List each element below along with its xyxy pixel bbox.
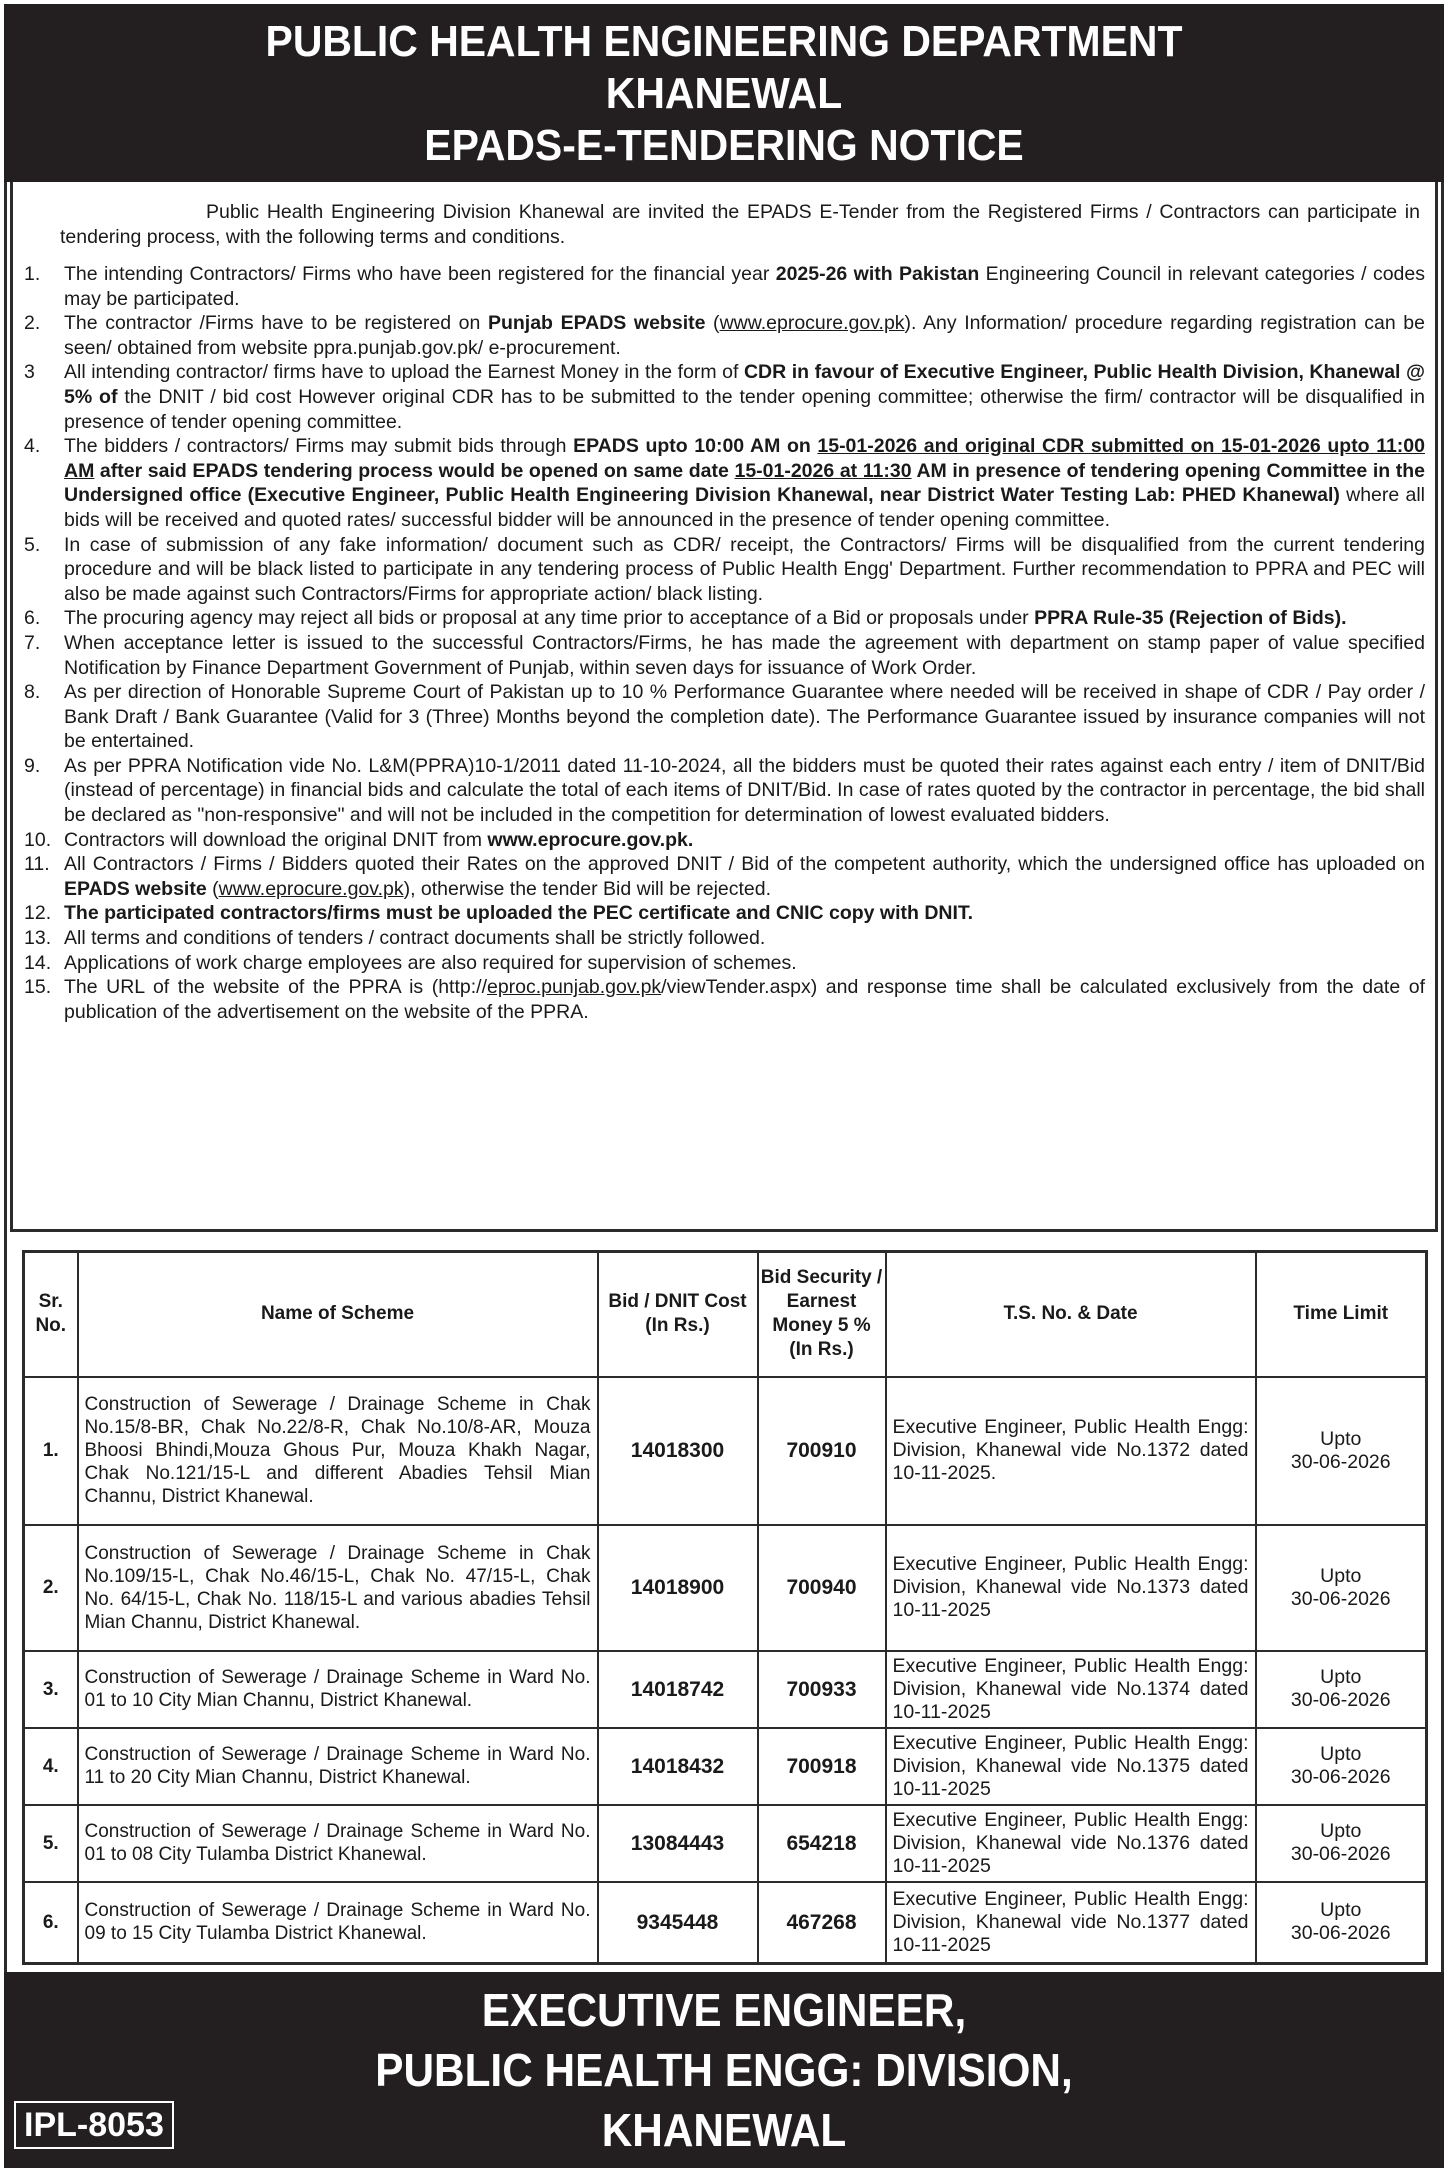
cell-time-limit xyxy=(1256,1882,1427,1964)
terms-list xyxy=(20,262,1425,1024)
cell-time-limit xyxy=(1256,1805,1427,1882)
term-text: In case of submission of any fake information/ document such as CDR/ receipt, the Contractors/ Firms will be disqualified from the current tendering procedure and will be black listed to participate in any tendering process of Public Health Engg' Department. Further recommendation to PPRA and PEC will also be made against such Contractors/Firms for appropriate action/ black listing. xyxy=(64,533,1425,605)
footer-banner xyxy=(4,1972,1444,2168)
term-text: ( xyxy=(206,877,219,900)
term-item xyxy=(20,975,1425,1024)
cell-ts: Executive Engineer, Public Health Engg: Division, Khanewal vide No.1376 dated 10-11-2025 xyxy=(886,1805,1256,1882)
cell-ts: Executive Engineer, Public Health Engg: Division, Khanewal vide No.1375 dated 10-11-2025 xyxy=(886,1728,1256,1805)
term-text: The intending Contractors/ Firms who have been registered for the financial year xyxy=(64,263,776,285)
term-text: www.eprocure.gov.pk. xyxy=(487,828,694,851)
term-text: 15-01-2026 at 11:30 xyxy=(734,459,912,482)
term-item xyxy=(20,852,1425,901)
time-limit-date: 30-06-2026 xyxy=(1290,1843,1391,1865)
cell-security: 700910 xyxy=(758,1377,886,1525)
term-number: 3 xyxy=(24,361,35,384)
ad-code-badge: IPL-8053 xyxy=(14,2101,174,2149)
term-item xyxy=(20,951,1425,976)
col-header-name: Name of Scheme xyxy=(78,1252,598,1377)
term-text: www.eprocure.gov.pk xyxy=(719,312,905,335)
term-item xyxy=(20,311,1425,360)
term-number: 7. xyxy=(24,631,41,654)
term-text: All Contractors / Firms / Bidders quoted their Rates on the approved DNIT / Bid of the competent authority, which the undersigned office has uploaded on xyxy=(64,853,1425,876)
term-text: As per PPRA Notification vide No. L&M(PPRA)10-1/2011 dated 11-10-2024, all the bidders must be quoted their rates against each entry / item of DNIT/Bid (instead of percentage) in financial bids and calculate the total of each items of DNIT/Bid. In case of rates quoted by the contractor in percentage, the bid shall be declared as "non-responsive" and will not be included in the competition for determination of lowest evaluated bidders. xyxy=(64,754,1425,827)
time-limit-date: 30-06-2026 xyxy=(1290,1587,1391,1610)
cell-ts: Executive Engineer, Public Health Engg: Division, Khanewal vide No.1374 dated 10-11-2025 xyxy=(886,1651,1256,1728)
term-item xyxy=(20,926,1425,951)
term-text: ), otherwise the tender Bid will be rejected. xyxy=(403,877,772,900)
term-text: The bidders / contractors/ Firms may submit bids through xyxy=(64,435,574,458)
cell-cost: 14018900 xyxy=(598,1525,758,1651)
term-text: ). Any Information/ procedure regarding registration can be seen/ obtained from website ppra.punjab.gov.pk/ e-procurement. xyxy=(64,312,1425,359)
table-row xyxy=(24,1525,1427,1651)
term-text: Engineering Council in relevant categories / codes may be participated. xyxy=(64,263,1425,310)
time-limit-label: Upto xyxy=(1320,1899,1362,1922)
term-text: Contractors will download the original DNIT from xyxy=(64,828,488,851)
term-item xyxy=(20,631,1425,680)
term-text: CDR in favour of Executive Engineer, Public Health Division, Khanewal @ 5% of xyxy=(64,361,1425,408)
cell-sr: 2. xyxy=(24,1525,78,1651)
cell-sr: 3. xyxy=(24,1651,78,1728)
term-text: EPADS upto 10:00 AM on xyxy=(573,435,818,458)
cell-sr: 6. xyxy=(24,1882,78,1964)
cell-scheme-name: Construction of Sewerage / Drainage Scheme in Ward No. 09 to 15 City Tulamba District Khanewal. xyxy=(78,1882,598,1964)
term-text: after said EPADS tendering process would be opened on same date xyxy=(94,459,735,482)
term-text: When acceptance letter is issued to the successful Contractors/Firms, he has made the agreement with department on stamp paper of value specified Notification by Finance Department Government of Punjab, within seven days for issuance of Work Order. xyxy=(64,631,1425,679)
cell-cost: 14018742 xyxy=(598,1651,758,1728)
cell-ts: Executive Engineer, Public Health Engg: Division, Khanewal vide No.1377 dated 10-11-2025 xyxy=(886,1882,1256,1964)
term-text: PPRA Rule-35 (Rejection of Bids). xyxy=(1034,607,1347,630)
time-limit-label: Upto xyxy=(1320,1820,1362,1842)
time-limit-date: 30-06-2026 xyxy=(1290,1922,1391,1945)
term-item xyxy=(20,606,1425,631)
cell-time-limit xyxy=(1256,1728,1427,1805)
term-text: AM in presence of tendering opening Committee in the Undersigned office (Executive Engineer, Public Health Engineering Division Khanewal, near District Water Testing Lab: PHED Khanewal) xyxy=(64,459,1426,507)
col-header-ts: T.S. No. & Date xyxy=(886,1252,1256,1377)
term-item xyxy=(20,262,1425,311)
term-number: 6. xyxy=(24,607,41,630)
cell-sr: 4. xyxy=(24,1728,78,1805)
department-title: PUBLIC HEALTH ENGINEERING DEPARTMENT xyxy=(265,17,1183,66)
term-text: the DNIT / bid cost However original CDR has to be submitted to the tender opening committee; otherwise the firm/ contractor will be disqualified in presence of tender opening committee. xyxy=(64,385,1425,433)
table-row xyxy=(24,1651,1427,1728)
intro-paragraph: Public Health Engineering Division Khanewal are invited the EPADS E-Tender from the Registered Firms / Contractors can participate in tendering process, with the following terms and conditions. xyxy=(60,201,1420,248)
signatory-title: EXECUTIVE ENGINEER, xyxy=(481,1984,967,2036)
cell-cost: 13084443 xyxy=(598,1805,758,1882)
term-number: 15. xyxy=(24,976,52,999)
term-item xyxy=(20,533,1425,607)
table-row xyxy=(24,1728,1427,1805)
cell-security: 700918 xyxy=(758,1728,886,1805)
col-header-security: Bid Security / Earnest Money 5 % (In Rs.) xyxy=(758,1252,886,1377)
table-row xyxy=(24,1805,1427,1882)
cell-scheme-name: Construction of Sewerage / Drainage Scheme in Chak No.109/15-L, Chak No.46/15-L, Chak No. 47/15-L, Chak No. 64/15-L, Chak No. 118/15-L and various abadies Tehsil Mian Channu, District Khanewal. xyxy=(78,1525,598,1651)
term-number: 10. xyxy=(24,828,52,851)
district-title: KHANEWAL xyxy=(605,69,843,118)
time-limit-label: Upto xyxy=(1320,1743,1362,1765)
cell-time-limit xyxy=(1256,1651,1427,1728)
table-row xyxy=(24,1882,1427,1964)
cell-security: 467268 xyxy=(758,1882,886,1964)
term-item xyxy=(20,680,1425,754)
term-number: 4. xyxy=(24,435,41,458)
term-number: 2. xyxy=(24,312,41,335)
time-limit-date: 30-06-2026 xyxy=(1290,1450,1391,1473)
cell-ts: Executive Engineer, Public Health Engg: Division, Khanewal vide No.1373 dated 10-11-2025 xyxy=(886,1525,1256,1651)
term-text: 2025-26 with Pakistan xyxy=(775,263,980,285)
table-row xyxy=(24,1377,1427,1525)
cell-security: 700940 xyxy=(758,1525,886,1651)
time-limit-date: 30-06-2026 xyxy=(1290,1766,1391,1788)
term-text: The procuring agency may reject all bids or proposal at any time prior to acceptance of a Bid or proposals under xyxy=(64,607,1035,630)
schemes-table xyxy=(22,1250,1428,1965)
cell-ts: Executive Engineer, Public Health Engg: Division, Khanewal vide No.1372 dated 10-11-2025. xyxy=(886,1377,1256,1525)
term-number: 13. xyxy=(24,927,52,950)
term-item xyxy=(20,828,1425,853)
time-limit-date: 30-06-2026 xyxy=(1290,1689,1391,1711)
cell-time-limit xyxy=(1256,1525,1427,1651)
cell-security: 654218 xyxy=(758,1805,886,1882)
cell-scheme-name: Construction of Sewerage / Drainage Scheme in Ward No. 01 to 10 City Mian Channu, District Khanewal. xyxy=(78,1651,598,1728)
term-text: All intending contractor/ firms have to upload the Earnest Money in the form of xyxy=(64,361,744,384)
term-text: The URL of the website of the PPRA is (http:// xyxy=(64,976,487,999)
term-text: /viewTender.aspx) and response time shall be calculated exclusively from the date of publication of the advertisement on the website of the PPRA. xyxy=(64,976,1425,1023)
term-number: 9. xyxy=(24,754,41,777)
term-text: ( xyxy=(705,312,720,335)
notice-title: EPADS-E-TENDERING NOTICE xyxy=(424,121,1024,170)
signatory-district: KHANEWAL xyxy=(601,2104,847,2156)
term-number: 8. xyxy=(24,681,41,704)
term-number: 12. xyxy=(24,902,52,925)
cell-scheme-name: Construction of Sewerage / Drainage Scheme in Chak No.15/8-BR, Chak No.22/8-R, Chak No.10/8-AR, Mouza Bhoosi Bhindi,Mouza Ghous Pur, Mouza Khakh Nagar, Chak No.121/15-L and different Abadies Tehsil Mian Channu, District Khanewal. xyxy=(78,1377,598,1525)
term-text: Applications of work charge employees are also required for supervision of schemes. xyxy=(64,951,797,974)
term-item xyxy=(20,360,1425,434)
term-item xyxy=(20,901,1425,926)
time-limit-label: Upto xyxy=(1320,1564,1362,1587)
term-text: The contractor /Firms have to be registered on xyxy=(64,312,488,335)
cell-security: 700933 xyxy=(758,1651,886,1728)
time-limit-label: Upto xyxy=(1320,1666,1362,1688)
cell-sr: 1. xyxy=(24,1377,78,1525)
term-text: As per direction of Honorable Supreme Court of Pakistan up to 10 % Performance Guarantee where needed will be received in shape of CDR / Pay order / Bank Draft / Bank Guarantee (Valid for 3 (Three) Months beyond the completion date). The Performance Guarantee issued by insurance companies will not be entertained. xyxy=(64,681,1425,753)
term-text: Punjab EPADS website xyxy=(487,312,706,335)
cell-sr: 5. xyxy=(24,1805,78,1882)
col-header-sr: Sr. No. xyxy=(24,1252,78,1377)
term-text: where all bids will be received and quoted rates/ successful bidder will be announced in the presence of tender opening committee. xyxy=(64,484,1425,531)
term-text: 15-01-2026 and original CDR submitted on 15-01-2026 upto 11:00 AM xyxy=(64,435,1425,482)
cell-cost: 14018300 xyxy=(598,1377,758,1525)
term-number: 1. xyxy=(24,263,41,285)
cell-cost: 9345448 xyxy=(598,1882,758,1964)
term-number: 14. xyxy=(24,951,52,974)
term-text: All terms and conditions of tenders / contract documents shall be strictly followed. xyxy=(64,927,766,950)
cell-scheme-name: Construction of Sewerage / Drainage Scheme in Ward No. 11 to 20 City Mian Channu, District Khanewal. xyxy=(78,1728,598,1805)
table-header-row xyxy=(24,1252,1427,1377)
cell-time-limit xyxy=(1256,1377,1427,1525)
col-header-cost: Bid / DNIT Cost (In Rs.) xyxy=(598,1252,758,1377)
term-item xyxy=(20,434,1425,532)
term-text: The participated contractors/firms must be uploaded the PEC certificate and CNIC copy with DNIT. xyxy=(64,902,974,925)
term-number: 5. xyxy=(24,533,41,556)
time-limit-label: Upto xyxy=(1320,1427,1362,1450)
term-text: eproc.punjab.gov.pk xyxy=(486,976,662,999)
cell-cost: 14018432 xyxy=(598,1728,758,1805)
term-text: EPADS website xyxy=(64,877,207,900)
header-banner xyxy=(4,4,1444,182)
term-text: www.eprocure.gov.pk xyxy=(218,877,404,900)
cell-scheme-name: Construction of Sewerage / Drainage Scheme in Ward No. 01 to 08 City Tulamba District Khanewal. xyxy=(78,1805,598,1882)
term-item xyxy=(20,754,1425,828)
term-number: 11. xyxy=(24,853,50,876)
col-header-limit: Time Limit xyxy=(1256,1252,1427,1377)
signatory-division: PUBLIC HEALTH ENGG: DIVISION, xyxy=(375,2044,1073,2096)
